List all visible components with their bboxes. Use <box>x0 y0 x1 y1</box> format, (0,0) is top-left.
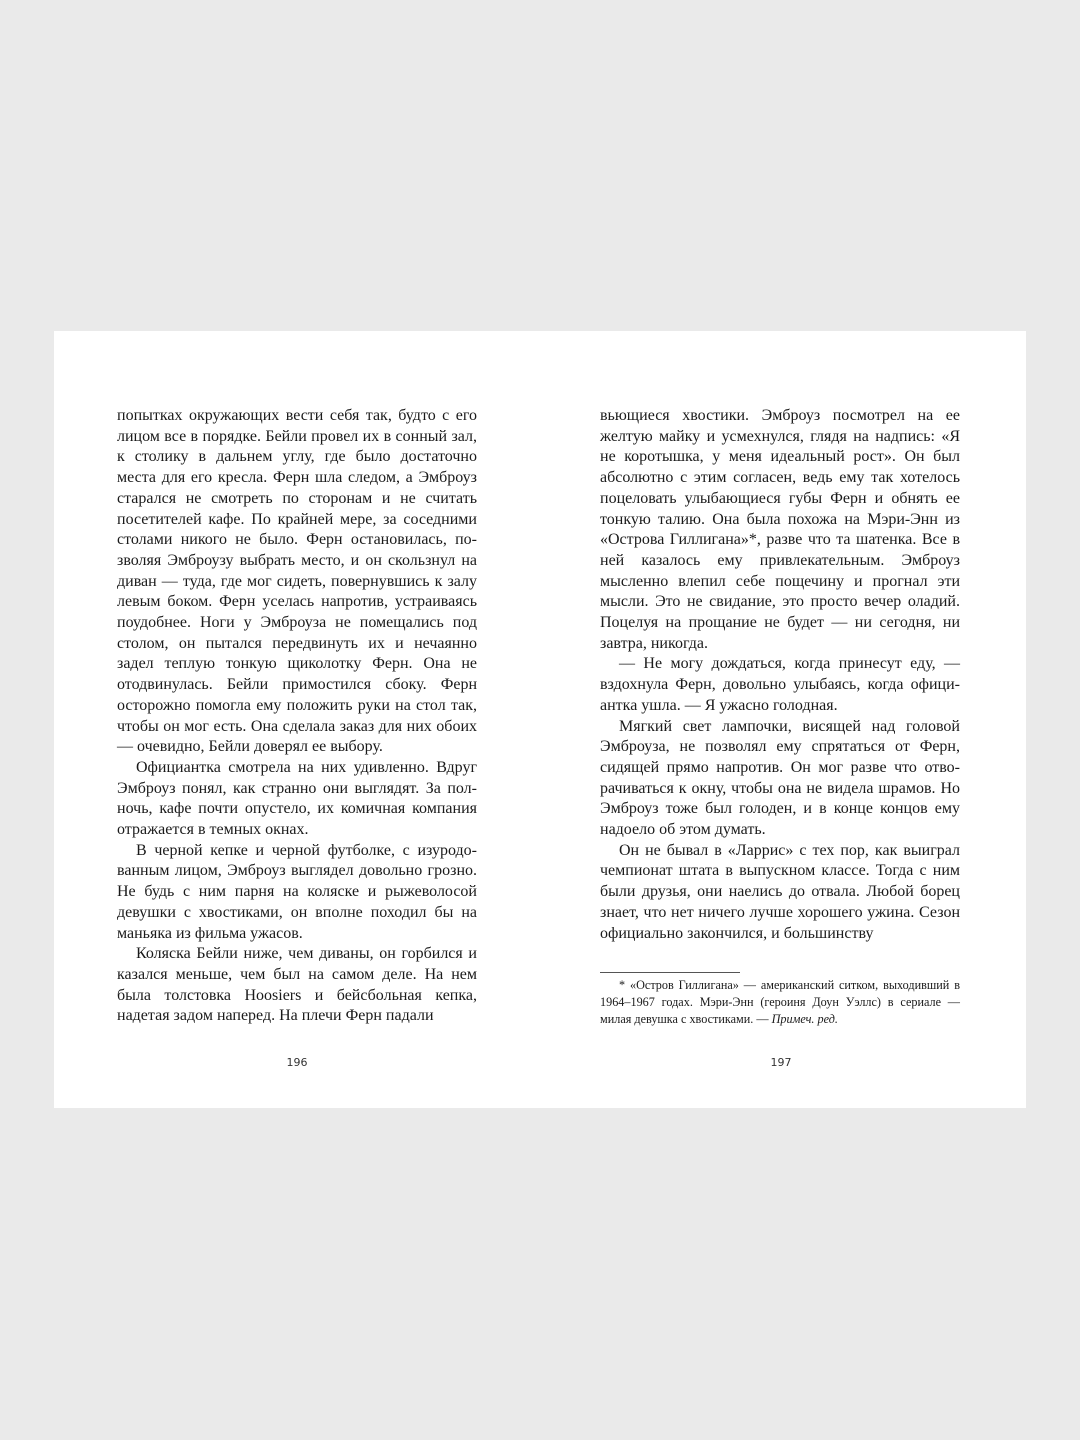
paragraph: В черной кепке и черной футболке, с изуродованным лицом, Эмброуз выглядел довольно грозно. Не будь с ним парня на коляске и рыжеволосой девушки с хвостиками, он вполне походил бы на маньяка из фильма ужасов. <box>117 841 477 942</box>
footnote <box>600 977 960 1028</box>
footnote-editor-note: Примеч. ред. <box>771 1012 838 1027</box>
paragraph: Он не бывал в «Ларрис» с тех пор, как выиграл чемпионат штата в выпускном классе. Тогда с ним были друзья, они наелись до отвала. Любой борец знает, что нет ничего лучше хорошего ужина. Сезон официально закончился, и большинству <box>600 841 960 942</box>
paragraph: попытках окружающих вести себя так, будто с его лицом все в порядке. Бейли провел их в сонный зал, к столику в дальнем углу, где было достаточно места для его кресла. Ферн шла следом, а Эмброуз старался не смотреть по сторонам и не считать посетителей кафе. По крайней мере, за соседними столами никого не было. Ферн остановилась, позволяя Эмброузу выбрать место, и он скользнул на диван — туда, где мог сидеть, повернувшись к залу левым боком. Ферн уселась напротив, устраиваясь поудобнее. Ноги у Эмброуза не помещались под столом, он пытался передвинуть их и нечаянно задел теплую тонкую щиколотку Ферн. Она не отодвинулась. Бейли примостился сбоку. Ферн осторожно помогла ему положить руки на стол так, чтобы он мог есть. Она сделала заказ для них обоих — очевидно, Бейли доверял ее выбору. <box>117 407 477 756</box>
footnote-divider <box>600 972 740 973</box>
paragraph: вьющиеся хвостики. Эмброуз посмотрел на ее желтую майку и усмехнулся, глядя на надпись: «Я не коротышка, у меня идеальный рост». Он был абсолютно с этим согласен, ведь ему так хотелось поцеловать улыбающиеся губы Ферн и обнять ее тонкую талию. Она была похожа на Мэри-Энн из «Острова Гиллигана»*, разве что та шатенка. Все в ней казалось ему привлекательным. Эмброуз мысленно влепил себе пощечину и прогнал эти мысли. Это не свидание, это просто вечер оладий. Поцелуя на прощание не будет — ни сегодня, ни завтра, никогда. <box>600 407 960 652</box>
paragraph: Официантка смотрела на них удивленно. Вдруг Эмброуз понял, как странно они выглядят. За полночь, кафе почти опустело, их комичная компания отражается в темных окнах. <box>117 758 477 839</box>
left-page-text <box>117 406 477 1027</box>
footnote-text: * «Остров Гиллигана» — американский ситком, выходивший в 1964–1967 годах. Мэри-Энн (героиня Доун Уэллс) в сериале — милая девушка с хвостиками. — <box>600 978 960 1027</box>
paragraph: — Не могу дождаться, когда принесут еду, — вздохнула Ферн, довольно улыбаясь, когда официантка ушла. — Я ужасно голодная. <box>600 655 960 714</box>
page-number-right: 197 <box>770 1056 792 1069</box>
page-number-left: 196 <box>286 1056 308 1069</box>
book-spread <box>54 331 1026 1108</box>
right-page-text <box>600 406 960 1028</box>
paragraph: Мягкий свет лампочки, висящей над головой Эмброуза, не позволял ему спрятаться от Ферн, сидящей прямо напротив. Он мог разве что отворачиваться к окну, чтобы она не видела шрамов. Но Эмброуз тоже был голоден, и в конце концов ему надоело об этом думать. <box>600 717 960 839</box>
paragraph: Коляска Бейли ниже, чем диваны, он горбился и казался меньше, чем был на самом деле. На нем была толстовка Hoosiers и бейсбольная кепка, надетая задом наперед. На плечи Ферн падали <box>117 945 477 1025</box>
